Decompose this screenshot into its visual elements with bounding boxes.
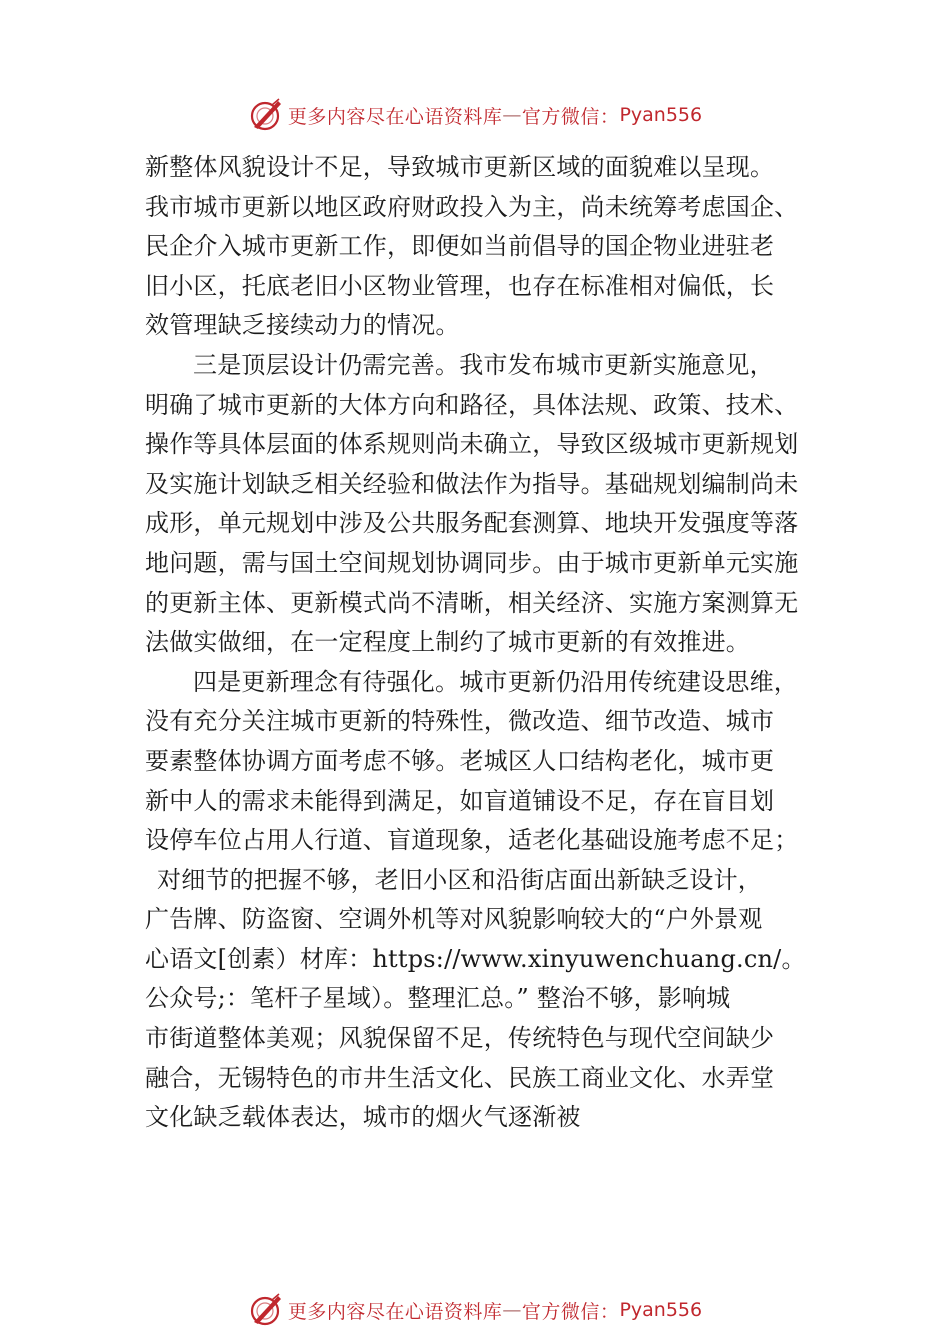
body-line: 民企介入城市更新工作，即便如当前倡导的国企物业进驻老	[145, 232, 775, 261]
body-line: 文化缺乏载体表达，城市的烟火气逐渐被	[145, 1103, 581, 1132]
body-line: 成形，单元规划中涉及公共服务配套测算、地块开发强度等落	[145, 509, 799, 538]
body-line: 法做实做细，在一定程度上制约了城市更新的有效推进。	[145, 628, 750, 657]
body-line: 市街道整体美观；风貌保留不足，传统特色与现代空间缺少	[145, 1024, 775, 1053]
banner-suffix: 官方微信：	[521, 1300, 620, 1323]
banner-text: 更多内容尽在心语资料库	[287, 1300, 503, 1323]
body-line: 效管理缺乏接续动力的情况。	[145, 311, 460, 340]
document-body	[145, 148, 825, 1138]
banner-suffix: 官方微信：	[521, 105, 620, 128]
header-banner	[0, 95, 950, 135]
body-line: 融合，无锡特色的市井生活文化、民族工商业文化、水弄堂	[145, 1063, 775, 1092]
body-line: 对细节的把握不够，老旧小区和沿街店面出新缺乏设计，	[157, 865, 762, 894]
body-line: 地问题，需与国土空间规划协调同步。由于城市更新单元实施	[145, 548, 799, 577]
body-line: 公众号;：笔杆子星域）。整理汇总。” 整治不够，影响城	[145, 984, 731, 1013]
body-line: 操作等具体层面的体系规则尚未确立，导致区级城市更新规划	[145, 430, 799, 459]
body-line: 明确了城市更新的大体方向和路径，具体法规、政策、技术、	[145, 390, 799, 419]
paragraph-start-line: 四是更新理念有待强化。城市更新仍沿用传统建设思维，	[193, 667, 798, 696]
paragraph-start-line: 三是顶层设计仍需完善。我市发布城市更新实施意见，	[193, 350, 774, 379]
banner-wechat-id: Pyan556	[619, 104, 703, 126]
body-line: 旧小区，托底老旧小区物业管理，也存在标准相对偏低，长	[145, 271, 775, 300]
footer-banner	[0, 1290, 950, 1330]
body-line: 的更新主体、更新模式尚不清晰，相关经济、实施方案测算无	[145, 588, 799, 617]
banner-text: 更多内容尽在心语资料库	[287, 105, 503, 128]
body-line: 新中人的需求未能得到满足，如盲道铺设不足，存在盲目划	[145, 786, 775, 815]
body-line: 设停车位占用人行道、盲道现象，适老化基础设施考虑不足；	[145, 826, 799, 855]
body-line: 新整体风貌设计不足，导致城市更新区域的面貌难以呈现。	[145, 153, 775, 181]
body-line: 心语文[创素）材库：https://www.xinyuwenchuang.cn/。	[145, 944, 806, 973]
body-line: 没有充分关注城市更新的特殊性，微改造、细节改造、城市	[145, 707, 775, 736]
body-line: 要素整体协调方面考虑不够。老城区人口结构老化，城市更	[145, 746, 775, 775]
banner-separator: —	[502, 1299, 522, 1321]
body-line: 及实施计划缺乏相关经验和做法作为指导。基础规划编制尚未	[145, 469, 799, 498]
body-line: 广告牌、防盗窗、空调外机等对风貌影响较大的“户外景观	[145, 905, 763, 934]
banner-separator: —	[502, 104, 522, 126]
quill-seal-icon	[248, 1292, 284, 1328]
body-line: 我市城市更新以地区政府财政投入为主，尚未统筹考虑国企、	[145, 192, 799, 221]
quill-seal-icon	[248, 97, 284, 133]
banner-wechat-id: Pyan556	[619, 1299, 703, 1321]
